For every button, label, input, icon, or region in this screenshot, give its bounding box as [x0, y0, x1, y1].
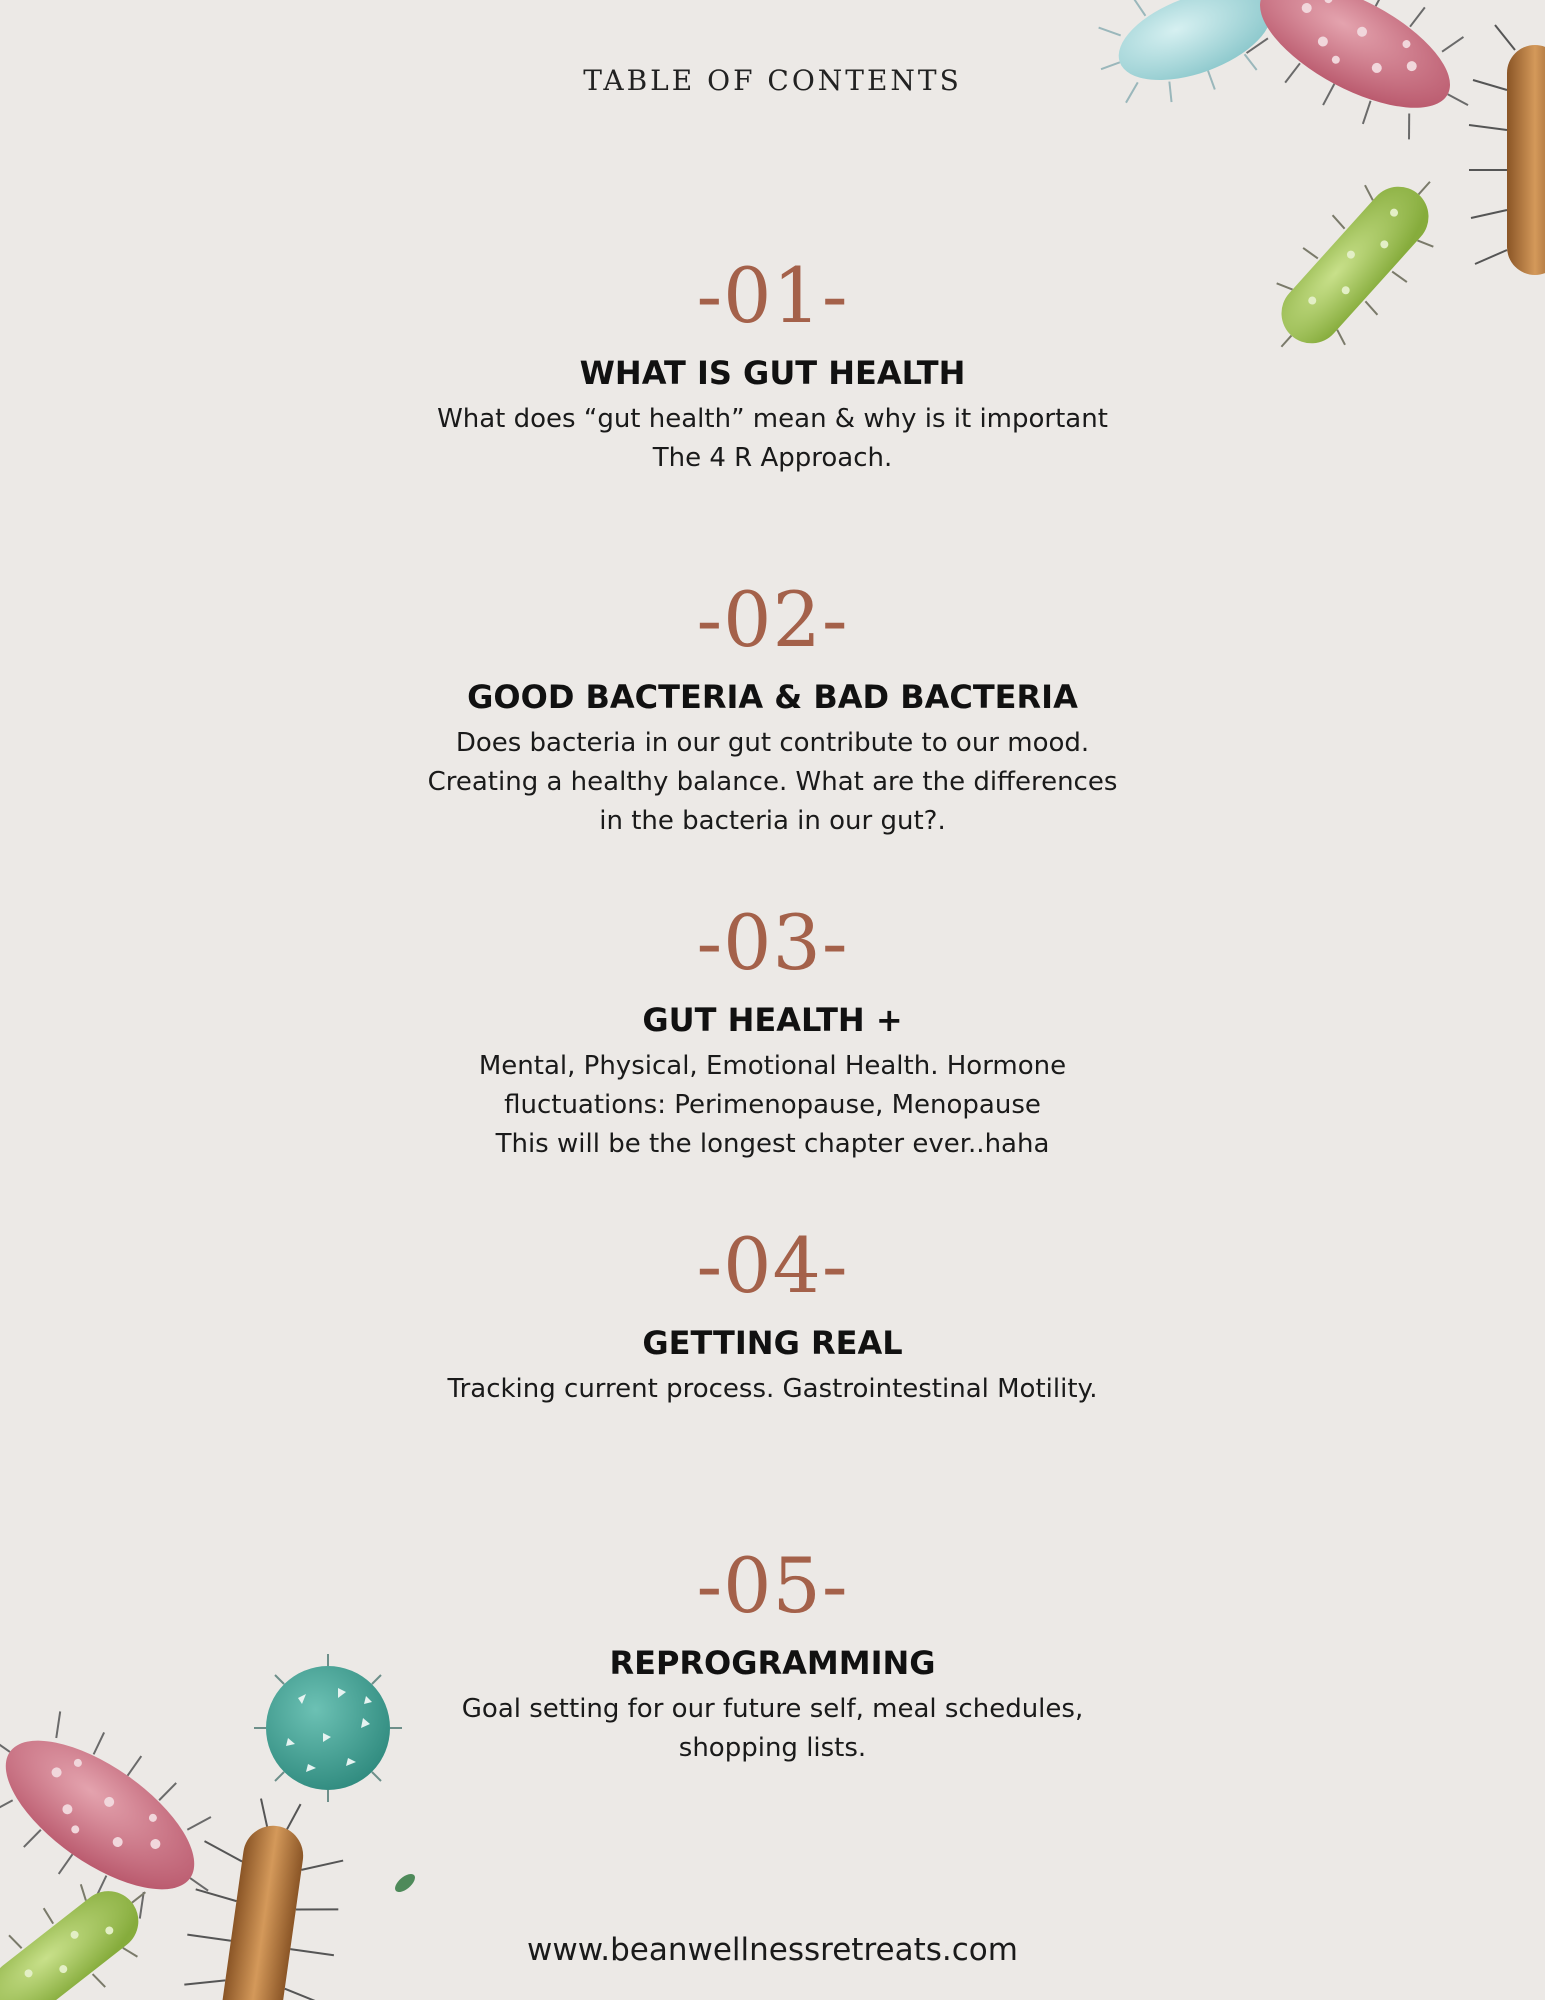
section-number: -03-: [696, 898, 849, 987]
section-heading: REPROGRAMMING: [609, 1644, 936, 1682]
description-line: fluctuations: Perimenopause, Menopause: [504, 1090, 1041, 1120]
description-line: shopping lists.: [678, 1733, 867, 1763]
description-line: Mental, Physical, Emotional Health. Hormone: [478, 1051, 1067, 1081]
section-description: [0, 400, 1545, 478]
section-number: -04-: [696, 1221, 849, 1310]
toc-section-2[interactable]: [0, 575, 1545, 841]
section-description: [0, 1690, 1545, 1768]
section-heading: GUT HEALTH +: [642, 1001, 903, 1039]
section-description: [0, 1370, 1545, 1409]
description-line: Goal setting for our future self, meal schedules,: [461, 1694, 1084, 1724]
section-heading: GOOD BACTERIA & BAD BACTERIA: [467, 678, 1078, 716]
section-description: [0, 1047, 1545, 1164]
section-heading: WHAT IS GUT HEALTH: [579, 354, 966, 392]
section-number: -05-: [696, 1541, 849, 1630]
description-line: in the bacteria in our gut?.: [599, 806, 946, 836]
bacteria-blue-icon: [1081, 0, 1290, 124]
description-line: Creating a healthy balance. What are the differences: [427, 767, 1118, 797]
bacteria-orange-icon: [171, 1791, 354, 2000]
section-heading: GETTING REAL: [642, 1324, 903, 1362]
bacteria-orange-icon: [1469, 25, 1545, 275]
page-title: TABLE OF CONTENTS: [583, 64, 962, 97]
description-line: What does “gut health” mean & why is it important: [437, 404, 1108, 434]
description-line: Tracking current process. Gastrointestinal Motility.: [447, 1374, 1098, 1404]
toc-section-1[interactable]: [0, 251, 1545, 478]
small-bacteria-icon: [392, 1871, 418, 1896]
section-number: -01-: [696, 251, 849, 340]
bacteria-green-icon: [0, 1853, 176, 2000]
website-url-link[interactable]: www.beanwellnessretreats.com: [527, 1932, 1018, 1968]
toc-section-5[interactable]: [0, 1541, 1545, 1768]
description-line: The 4 R Approach.: [652, 443, 893, 473]
section-number: -02-: [696, 575, 849, 664]
description-line: This will be the longest chapter ever..haha: [495, 1129, 1050, 1159]
toc-section-3[interactable]: [0, 898, 1545, 1164]
toc-section-4[interactable]: [0, 1221, 1545, 1409]
section-description: [0, 724, 1545, 841]
description-line: Does bacteria in our gut contribute to our mood.: [455, 728, 1090, 758]
